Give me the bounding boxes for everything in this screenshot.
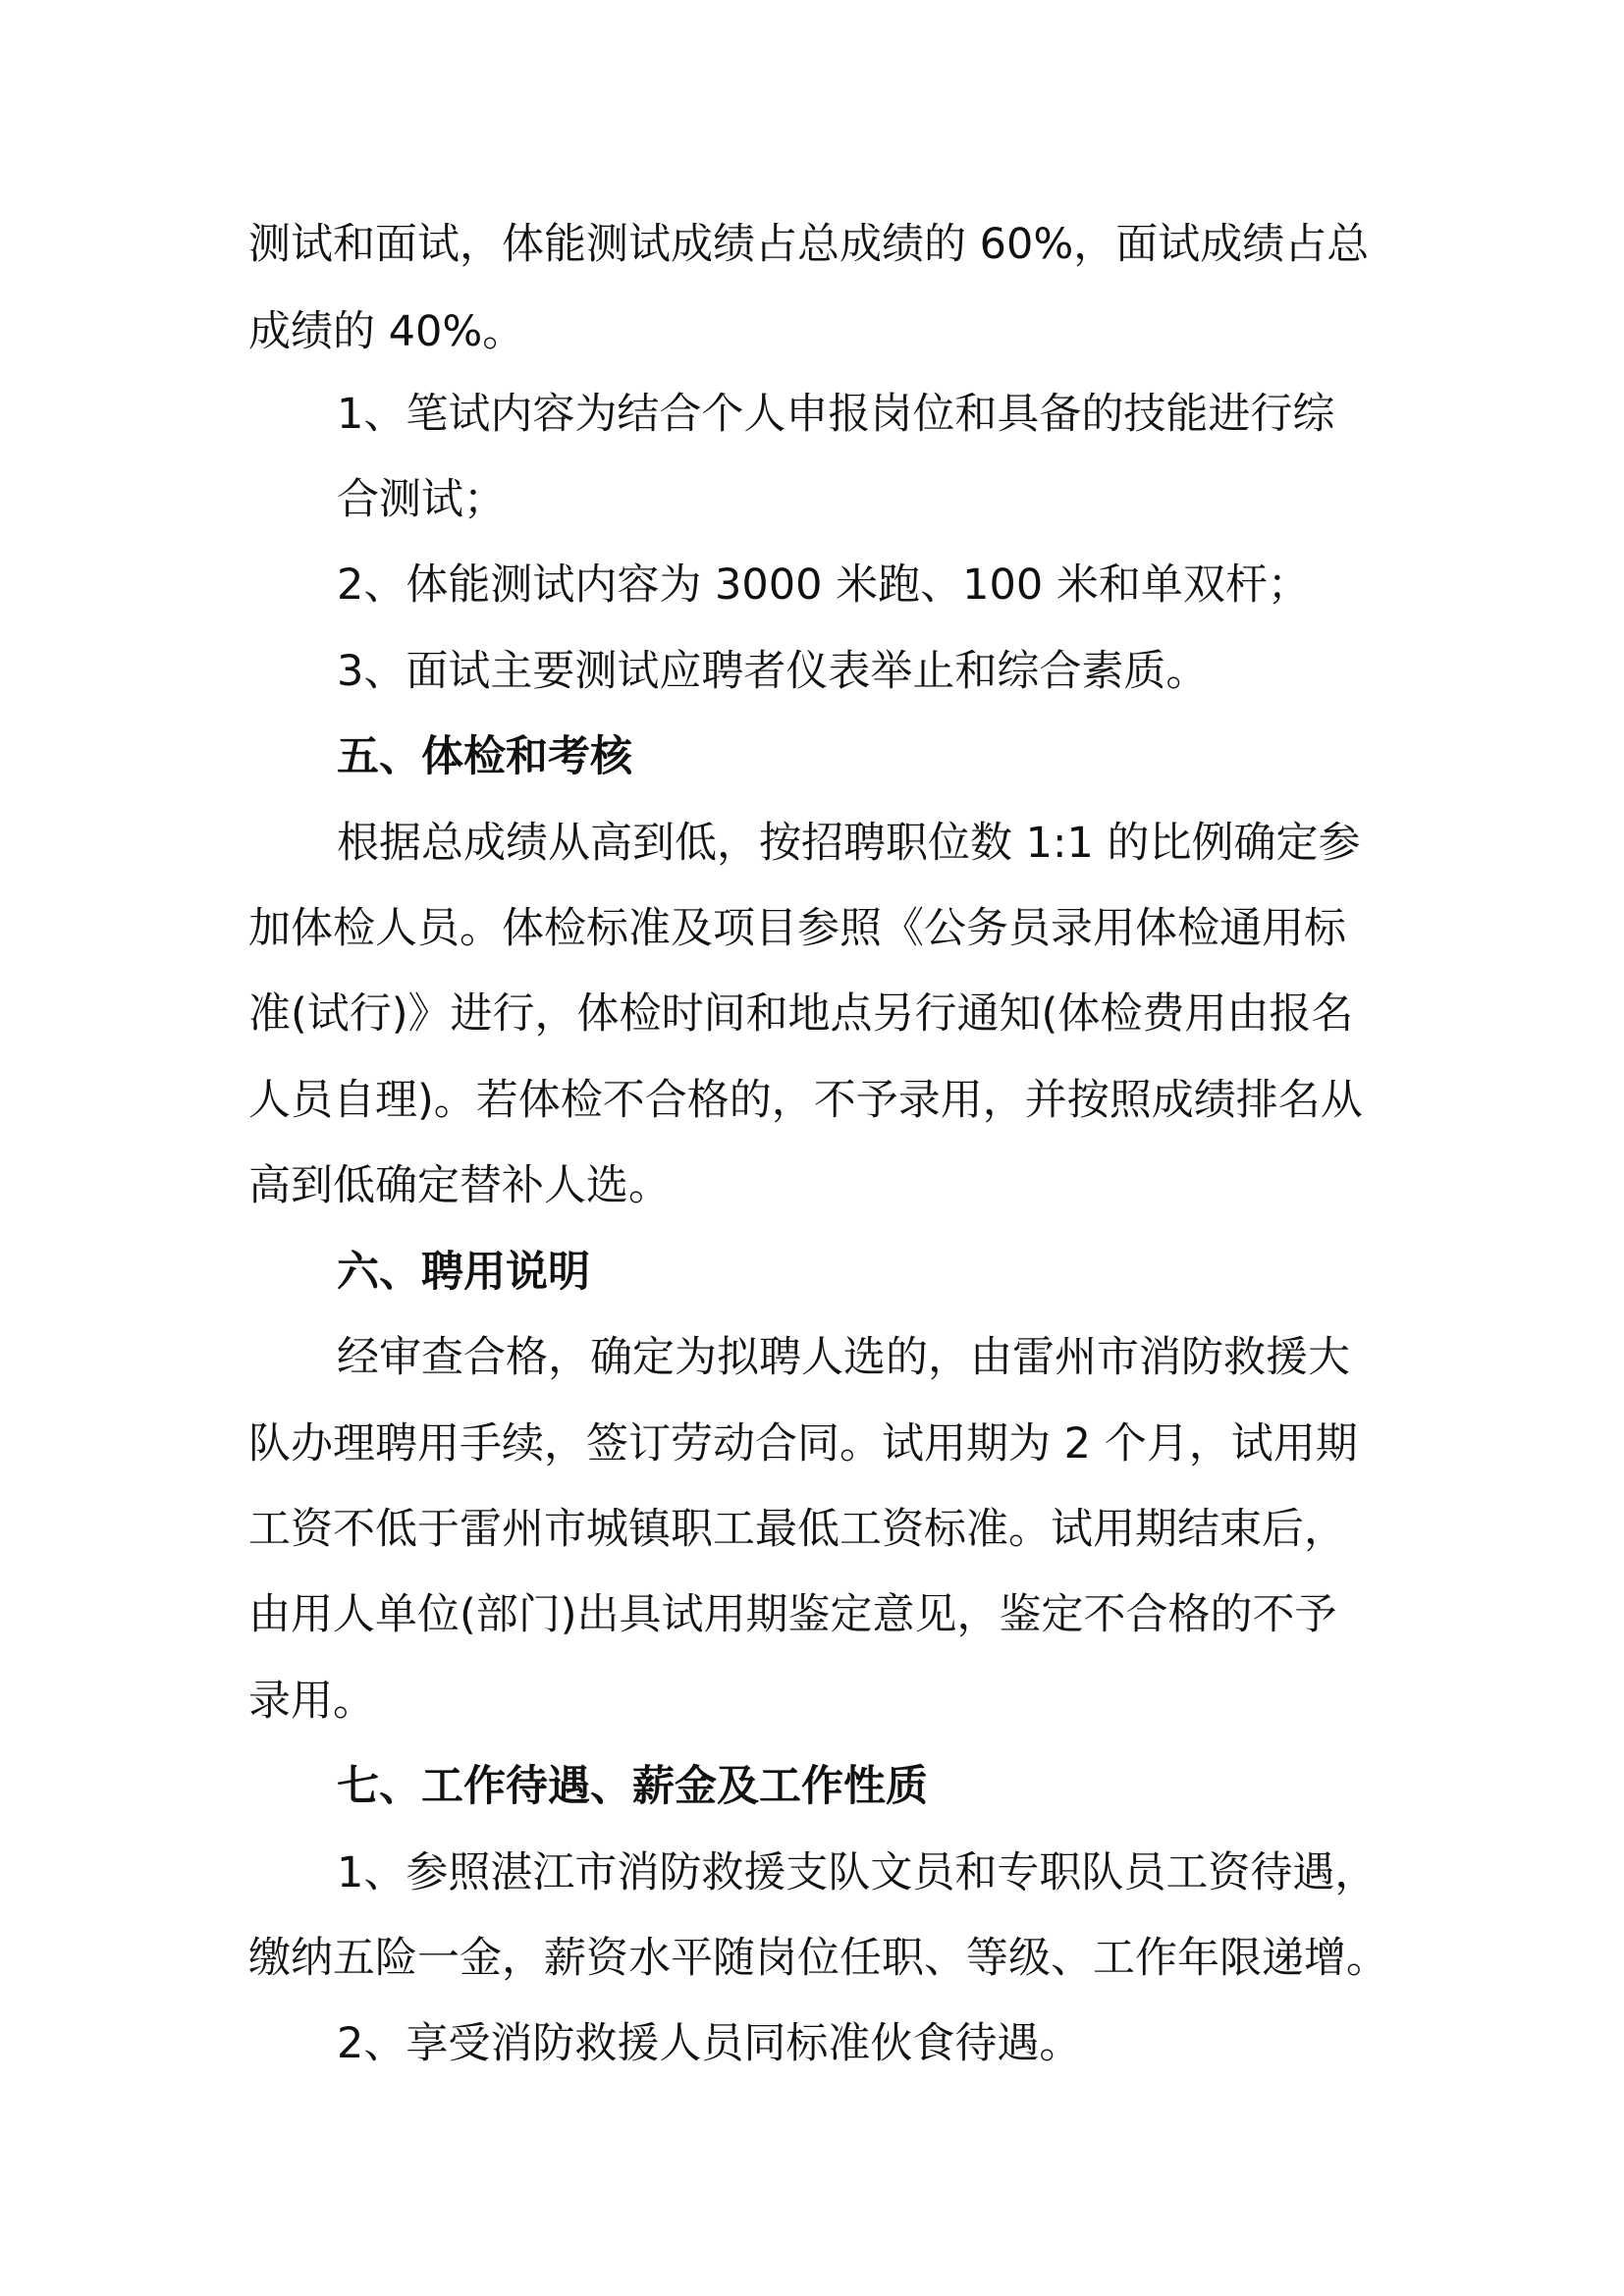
body-text-line: 准(试行)》进行，体检时间和地点另行通知(体检费用由报名 — [248, 989, 1354, 1039]
list-item-1-continuation: 合测试； — [337, 475, 506, 524]
body-text-line: 1、参照湛江市消防救援支队文员和专职队员工资待遇， — [337, 1848, 1378, 1897]
body-text-line: 根据总成绩从高到低，按招聘职位数 1:1 的比例确定参 — [337, 819, 1361, 868]
section-heading-5: 五、体检和考核 — [337, 732, 632, 781]
body-text-line: 测试和面试，体能测试成绩占总成绩的 60%，面试成绩占总 — [248, 220, 1370, 269]
list-item-3-line: 3、面试主要测试应聘者仪表举止和综合素质。 — [337, 647, 1209, 696]
section-heading-6: 六、聘用说明 — [337, 1248, 590, 1297]
body-text-line: 队办理聘用手续，签订劳动合同。试用期为 2 个月，试用期 — [248, 1419, 1358, 1468]
list-item-2-line: 2、体能测试内容为 3000 米跑、100 米和单双杆； — [337, 561, 1310, 610]
body-text-line: 成绩的 40%。 — [248, 307, 525, 356]
body-text-line: 高到低确定替补人选。 — [248, 1161, 671, 1210]
section-heading-7: 七、工作待遇、薪金及工作性质 — [337, 1762, 928, 1811]
body-text-line: 工资不低于雷州市城镇职工最低工资标准。试用期结束后， — [248, 1505, 1346, 1554]
body-text-line: 录用。 — [248, 1677, 375, 1726]
body-text-line: 2、享受消防救援人员同标准伙食待遇。 — [337, 2019, 1082, 2068]
list-item-1-line: 1、笔试内容为结合个人申报岗位和具备的技能进行综 — [337, 390, 1335, 439]
body-text-line: 由用人单位(部门)出具试用期鉴定意见，鉴定不合格的不予 — [248, 1590, 1337, 1639]
body-text-line: 经审查合格，确定为拟聘人选的，由雷州市消防救援大 — [337, 1333, 1350, 1382]
body-text-line: 缴纳五险一金，薪资水平随岗位任职、等级、工作年限递增。 — [248, 1934, 1388, 1983]
body-text-line: 加体检人员。体检标准及项目参照《公务员录用体检通用标 — [248, 904, 1346, 953]
body-text-line: 人员自理)。若体检不合格的，不予录用，并按照成绩排名从 — [248, 1076, 1363, 1125]
